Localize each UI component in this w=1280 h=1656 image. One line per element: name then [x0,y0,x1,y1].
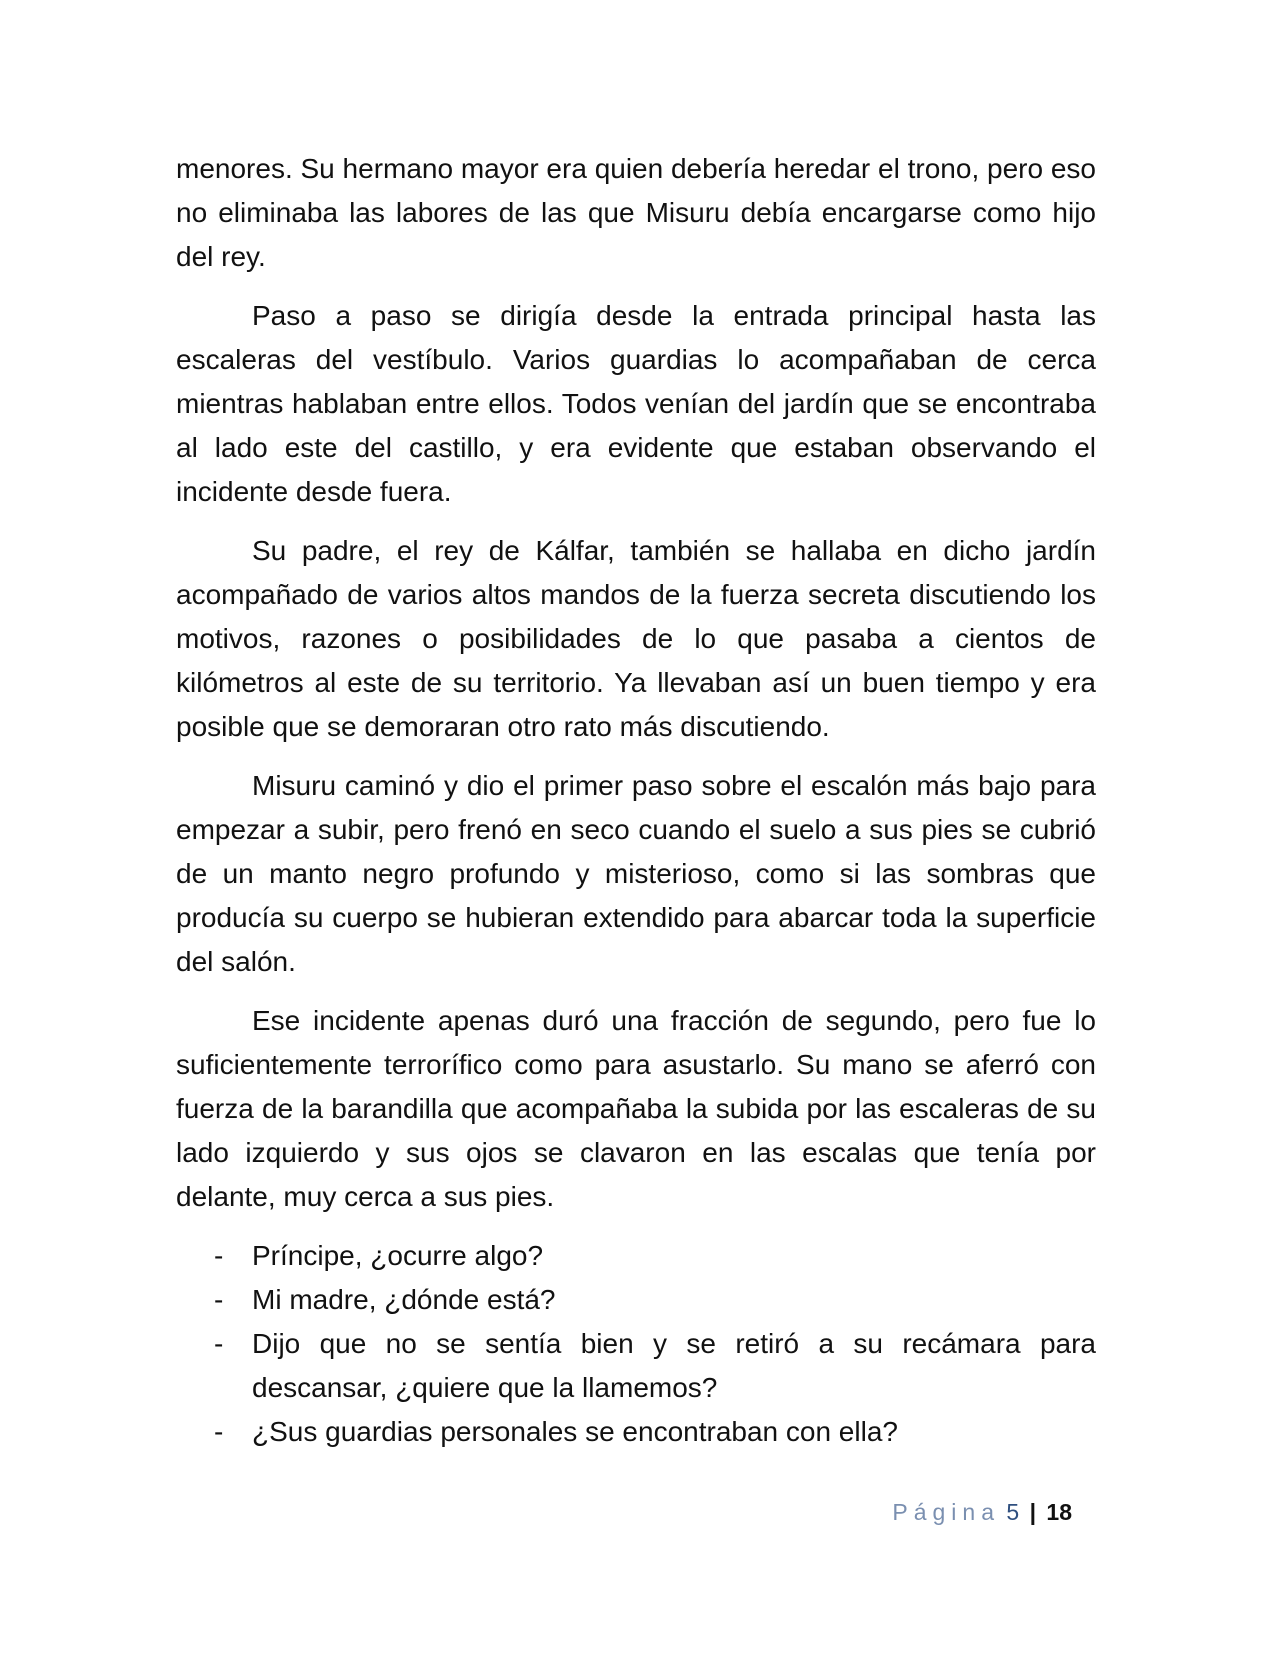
dialogue-dash: - [214,1284,224,1315]
dialogue-text: Príncipe, ¿ocurre algo? [252,1240,544,1271]
dialogue-text: ¿Sus guardias personales se encontraban con ella? [252,1416,898,1447]
paragraph-5: Ese incidente apenas duró una fracción de segundo, pero fue lo suficientemente terrorífico como para asustarlo. Su mano se aferró con fuerza de la barandilla que acompañaba la subida por las escaleras de su lado izquierdo y sus ojos se clavaron en las escalas que tenía por delante, muy cerca a sus pies. [176,1005,1096,1212]
paragraph-2: Paso a paso se dirigía desde la entrada principal hasta las escaleras del vestíbulo. Varios guardias lo acompañaban de cerca mientras hablaban entre ellos. Todos venían del jardín que se encontraba al lado este del castillo, y era evidente que estaban observando el incidente desde fuera. [176,300,1096,507]
dialogue-dash: - [214,1240,224,1271]
dialogue-list [176,1234,1096,1454]
dialogue-line-2 [176,1278,1096,1322]
dialogue-text: Mi madre, ¿dónde está? [252,1284,556,1315]
dialogue-line-4 [176,1410,1096,1454]
paragraph-4: Misuru caminó y dio el primer paso sobre el escalón más bajo para empezar a subir, pero frenó en seco cuando el suelo a sus pies se cubrió de un manto negro profundo y misterioso, como si las sombras que producía su cuerpo se hubieran extendido para abarcar toda la superficie del salón. [176,770,1096,977]
dialogue-dash: - [214,1416,224,1447]
page-total: 18 [1046,1499,1072,1525]
dialogue-line-3 [176,1322,1096,1410]
paragraph-3: Su padre, el rey de Kálfar, también se hallaba en dicho jardín acompañado de varios altos mandos de la fuerza secreta discutiendo los motivos, razones o posibilidades de lo que pasaba a cientos de kilómetros al este de su territorio. Ya llevaban así un buen tiempo y era posible que se demoraran otro rato más discutiendo. [176,535,1096,742]
page-label: Página [892,1499,1000,1525]
dialogue-dash: - [214,1328,224,1359]
page-footer [892,1497,1072,1527]
paragraph-1: menores. Su hermano mayor era quien debería heredar el trono, pero eso no eliminaba las labores de las que Misuru debía encargarse como hijo del rey. [176,153,1096,272]
dialogue-line-1 [176,1234,1096,1278]
dialogue-text: Dijo que no se sentía bien y se retiró a su recámara para descansar, ¿quiere que la llamemos? [252,1328,1096,1403]
page-separator: | [1029,1499,1037,1525]
page-body [176,147,1096,1454]
page-number: 5 [1006,1499,1020,1525]
